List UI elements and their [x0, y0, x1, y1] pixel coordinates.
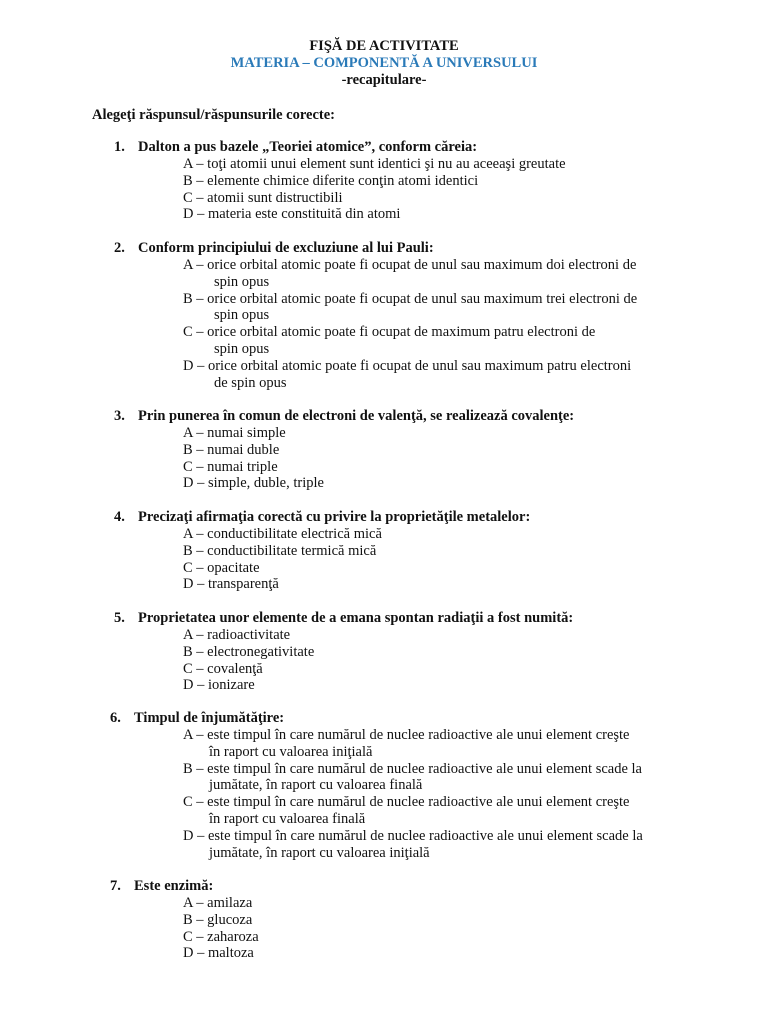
- answer-option-continuation: spin opus: [214, 307, 270, 324]
- answer-option-C: [183, 459, 574, 476]
- question-number: 2.: [114, 240, 125, 256]
- answer-option-text: D – materia este constituită din atomi: [183, 206, 401, 223]
- answer-option-A: [183, 895, 259, 912]
- question-5: [114, 610, 573, 694]
- answer-option-text: A – orice orbital atomic poate fi ocupat de unul sau maximum doi electroni de: [183, 257, 637, 273]
- answer-option-B: [183, 442, 574, 459]
- answer-option-continuation: în raport cu valoarea finală: [209, 810, 366, 827]
- answer-option-text: B – este timpul în care numărul de nuclee radioactive ale unui element scade la: [183, 760, 642, 777]
- question-heading: [110, 878, 259, 895]
- answer-option-A: [183, 425, 574, 442]
- question-heading: [110, 710, 643, 727]
- answer-option-text: A – amilaza: [183, 895, 253, 911]
- question-heading: [114, 408, 574, 425]
- answer-option-text: B – numai duble: [183, 441, 280, 458]
- question-number: 6.: [110, 710, 121, 726]
- answer-option-continuation: în raport cu valoarea iniţială: [209, 743, 373, 760]
- question-text: Proprietatea unor elemente de a emana spontan radiaţii a fost numită:: [138, 610, 574, 626]
- question-heading: [114, 610, 573, 627]
- answer-option-D: [183, 828, 643, 862]
- answer-option-text: D – este timpul în care numărul de nuclee radioactive ale unui element scade la: [183, 827, 643, 844]
- question-3: [114, 408, 574, 492]
- answer-option-continuation: jumătate, în raport cu valoarea finală: [209, 777, 423, 794]
- answer-option-D: [183, 677, 573, 694]
- question-number: 1.: [114, 139, 125, 155]
- answer-option-C: [183, 324, 637, 358]
- answer-option-D: [183, 945, 259, 962]
- question-heading: [114, 509, 530, 526]
- answer-option-continuation: spin opus: [214, 273, 270, 290]
- question-text: Timpul de înjumătăţire:: [134, 710, 285, 726]
- worksheet-subtitle: MATERIA – COMPONENTĂ A UNIVERSULUI: [230, 55, 538, 71]
- answer-option-C: [183, 560, 530, 577]
- question-number: 4.: [114, 509, 125, 525]
- worksheet-header: [0, 38, 768, 89]
- answer-option-D: [183, 358, 637, 392]
- answer-option-text: B – conductibilitate termică mică: [183, 542, 377, 559]
- question-heading: [114, 139, 566, 156]
- answer-option-text: B – elemente chimice diferite conţin atomi identici: [183, 172, 479, 189]
- answer-option-text: B – glucoza: [183, 911, 253, 928]
- question-number: 7.: [110, 878, 121, 894]
- answer-option-B: [183, 761, 643, 795]
- answer-option-A: [183, 526, 530, 543]
- answer-option-text: C – atomii sunt distructibili: [183, 189, 343, 206]
- instruction: Alegeţi răspunsul/răspunsurile corecte:: [92, 107, 335, 123]
- question-text: Este enzimă:: [134, 878, 214, 894]
- question-7: [110, 878, 259, 962]
- answer-option-C: [183, 929, 259, 946]
- answer-option-text: C – numai triple: [183, 458, 278, 475]
- answer-option-text: D – ionizare: [183, 677, 255, 694]
- question-number: 3.: [114, 408, 125, 424]
- worksheet-note: -recapitulare-: [341, 72, 427, 88]
- answer-option-text: C – este timpul în care numărul de nuclee radioactive ale unui element creşte: [183, 794, 630, 811]
- question-text: Conform principiului de excluziune al lui Pauli:: [138, 240, 434, 256]
- answer-option-D: [183, 206, 566, 223]
- answer-option-text: A – conductibilitate electrică mică: [183, 526, 382, 542]
- answer-option-text: A – radioactivitate: [183, 627, 291, 643]
- question-2: [114, 240, 637, 391]
- answer-option-text: C – zaharoza: [183, 928, 259, 945]
- question-text: Precizaţi afirmaţia corectă cu privire la proprietăţile metalelor:: [138, 509, 531, 525]
- answer-option-A: [183, 727, 643, 761]
- answer-option-A: [183, 627, 573, 644]
- answer-option-text: D – simple, duble, triple: [183, 475, 324, 492]
- answer-option-continuation: spin opus: [214, 340, 270, 357]
- answer-option-continuation: jumătate, în raport cu valoarea iniţială: [209, 844, 430, 861]
- answer-option-text: A – numai simple: [183, 425, 286, 441]
- answer-option-B: [183, 173, 566, 190]
- answer-option-D: [183, 576, 530, 593]
- answer-option-text: C – orice orbital atomic poate fi ocupat de maximum patru electroni de: [183, 324, 596, 341]
- answer-option-text: B – orice orbital atomic poate fi ocupat de unul sau maximum trei electroni de: [183, 290, 638, 307]
- answer-option-text: D – orice orbital atomic poate fi ocupat de unul sau maximum patru electroni: [183, 357, 632, 374]
- answer-option-A: [183, 257, 637, 291]
- answer-option-continuation: de spin opus: [214, 374, 287, 391]
- question-text: Dalton a pus bazele „Teoriei atomice”, conform căreia:: [138, 139, 478, 155]
- answer-option-text: C – covalenţă: [183, 660, 263, 677]
- question-text: Prin punerea în comun de electroni de valenţă, se realizează covalenţe:: [138, 408, 575, 424]
- question-4: [114, 509, 530, 593]
- answer-option-D: [183, 475, 574, 492]
- answer-option-text: D – transparenţă: [183, 576, 279, 593]
- answer-option-text: A – este timpul în care numărul de nuclee radioactive ale unui element creşte: [183, 727, 630, 743]
- question-6: [110, 710, 643, 861]
- answer-option-text: C – opacitate: [183, 559, 260, 576]
- answer-option-C: [183, 661, 573, 678]
- answer-option-text: B – electronegativitate: [183, 643, 315, 660]
- answer-option-B: [183, 291, 637, 325]
- answer-option-C: [183, 190, 566, 207]
- answer-option-B: [183, 912, 259, 929]
- worksheet-title: FIŞĂ DE ACTIVITATE: [309, 38, 459, 54]
- question-number: 5.: [114, 610, 125, 626]
- answer-option-B: [183, 644, 573, 661]
- answer-option-A: [183, 156, 566, 173]
- answer-option-B: [183, 543, 530, 560]
- answer-option-C: [183, 794, 643, 828]
- question-heading: [114, 240, 637, 257]
- answer-option-text: A – toţi atomii unui element sunt identici şi nu au aceeaşi greutate: [183, 156, 566, 172]
- answer-option-text: D – maltoza: [183, 945, 254, 962]
- question-1: [114, 139, 566, 223]
